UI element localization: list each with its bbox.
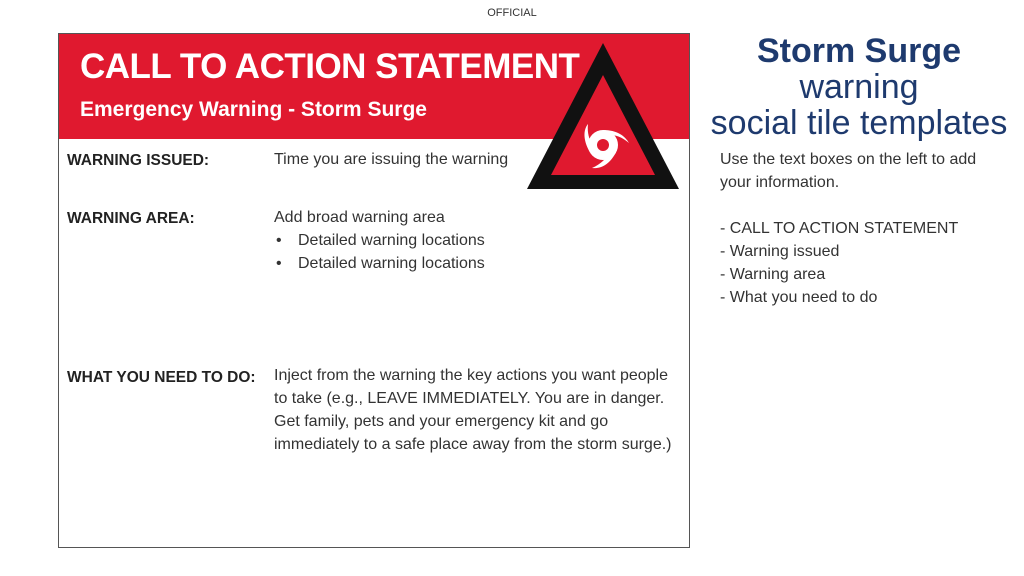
instructions-text: Use the text boxes on the left to add your information. <box>720 151 977 191</box>
warning-locations-list <box>274 229 485 275</box>
warning-location-item: • Detailed warning locations <box>274 229 485 252</box>
warning-area-text: Add broad warning area <box>274 209 445 226</box>
sidebar-instructions <box>720 148 1010 309</box>
warning-tile <box>58 33 690 548</box>
template-field-item: - What you need to do <box>720 289 878 306</box>
sidebar-title <box>695 33 1023 141</box>
sidebar-title-line3: social tile templates <box>710 104 1008 142</box>
warning-area-value <box>274 206 485 275</box>
template-fields-list <box>720 217 1010 309</box>
sidebar-title-line2: warning <box>799 68 919 106</box>
what-you-need-to-do-label: WHAT YOU NEED TO DO: <box>67 369 256 386</box>
banner-title: CALL TO ACTION STATEMENT <box>80 47 580 86</box>
what-you-need-to-do-value <box>274 364 684 456</box>
template-field-item: - CALL TO ACTION STATEMENT <box>720 220 959 237</box>
banner-subtitle: Emergency Warning - Storm Surge <box>80 98 427 121</box>
warning-issued-text: Time you are issuing the warning <box>274 151 509 168</box>
warning-issued-label: WARNING ISSUED: <box>67 152 210 169</box>
storm-surge-hazard-icon <box>525 41 681 191</box>
warning-area-label: WARNING AREA: <box>67 210 195 227</box>
warning-issued-value <box>274 148 508 171</box>
what-you-need-to-do-text: Inject from the warning the key actions you want people to take (e.g., LEAVE IMMEDIATELY. You are in danger. Get family, pets and your emergency kit and go immediately to a safe place away from the storm surge.) <box>274 367 672 453</box>
template-field-item: - Warning area <box>720 266 826 283</box>
classification-label: OFFICIAL <box>487 7 537 19</box>
sidebar-title-line1: Storm Surge <box>756 32 962 70</box>
warning-location-item: • Detailed warning locations <box>274 252 485 275</box>
template-field-item: - Warning issued <box>720 243 840 260</box>
